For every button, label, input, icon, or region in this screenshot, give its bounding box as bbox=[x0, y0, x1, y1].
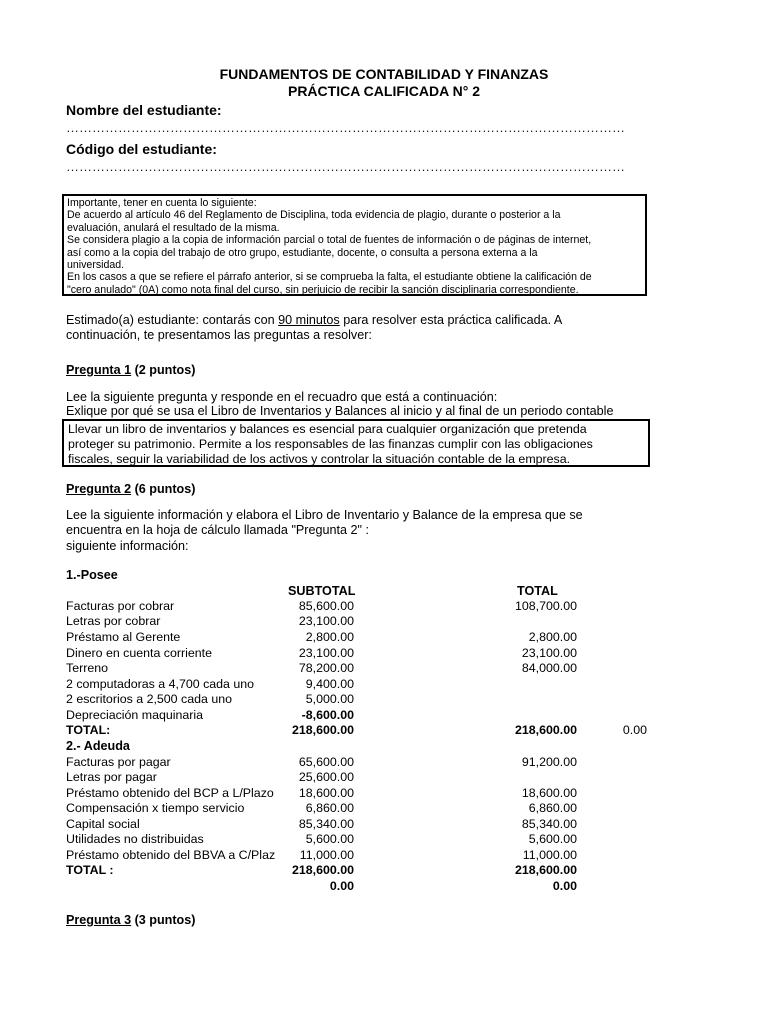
intro-text-end: para resolver esta práctica calificada. A bbox=[339, 313, 563, 327]
question-3-heading bbox=[66, 913, 195, 927]
row-item: Letras por cobrar bbox=[66, 614, 161, 628]
row-total: 2,800.00 bbox=[528, 630, 577, 644]
row-total: 91,200.00 bbox=[521, 755, 577, 769]
document-subtitle: PRÁCTICA CALIFICADA N° 2 bbox=[287, 83, 480, 99]
row-subtotal: 218,600.00 bbox=[291, 863, 354, 877]
col-total-header: TOTAL bbox=[517, 584, 558, 598]
notice-line: En los casos a que se refiere el párrafo anterior, si se comprueba la falta, el estudiante obtiene la calificación de bbox=[67, 271, 592, 284]
row-subtotal: 85,340.00 bbox=[298, 817, 354, 831]
row-total: 5,600.00 bbox=[528, 832, 577, 846]
table-row bbox=[0, 848, 768, 863]
row-subtotal: 9,400.00 bbox=[305, 677, 354, 691]
section-adeuda: 2.- Adeuda bbox=[66, 739, 130, 753]
question-1-heading bbox=[66, 363, 195, 377]
row-total: 0.00 bbox=[552, 879, 577, 893]
intro-line-2: continuación, te presentamos las preguntas a resolver: bbox=[66, 328, 372, 342]
row-item: Terreno bbox=[66, 661, 109, 675]
student-name-label: Nombre del estudiante: bbox=[66, 102, 222, 118]
question-1-points: (2 puntos) bbox=[131, 363, 196, 377]
question-2-instruction: Lee la siguiente información y elabora el Libro de Inventario y Balance de la empresa que se bbox=[66, 508, 583, 522]
row-subtotal: 218,600.00 bbox=[291, 723, 354, 737]
section-posee: 1.-Posee bbox=[66, 568, 118, 582]
row-extra: 0.00 bbox=[622, 723, 647, 737]
row-item: 2 escritorios a 2,500 cada uno bbox=[66, 692, 233, 706]
intro-time: 90 minutos bbox=[278, 313, 340, 327]
document-title: FUNDAMENTOS DE CONTABILIDAD Y FINANZAS bbox=[219, 66, 549, 82]
row-total: 218,600.00 bbox=[514, 863, 577, 877]
table-row bbox=[0, 614, 768, 629]
notice-line: universidad. bbox=[67, 259, 125, 272]
row-subtotal: 85,600.00 bbox=[298, 599, 354, 613]
question-1-label: Pregunta 1 bbox=[66, 363, 132, 377]
table-row bbox=[0, 661, 768, 676]
question-2-heading bbox=[66, 482, 195, 496]
row-item: Préstamo obtenido del BBVA a C/Plaz bbox=[66, 848, 276, 862]
question-3-points: (3 puntos) bbox=[131, 913, 196, 927]
row-total: 18,600.00 bbox=[521, 786, 577, 800]
table-row bbox=[0, 599, 768, 614]
posee-total-row bbox=[0, 723, 768, 738]
row-subtotal: 78,200.00 bbox=[298, 661, 354, 675]
difference-row bbox=[0, 879, 768, 894]
row-subtotal: 11,000.00 bbox=[299, 848, 354, 862]
row-total: 108,700.00 bbox=[514, 599, 577, 613]
row-item: Facturas por cobrar bbox=[66, 599, 175, 613]
table-row bbox=[0, 770, 768, 785]
row-total: 85,340.00 bbox=[521, 817, 577, 831]
row-total: 218,600.00 bbox=[514, 723, 577, 737]
row-item: Letras por pagar bbox=[66, 770, 157, 784]
plagiarism-notice bbox=[62, 194, 647, 296]
intro-paragraph bbox=[66, 313, 562, 328]
question-2-label: Pregunta 2 bbox=[66, 482, 132, 496]
col-subtotal-header: SUBTOTAL bbox=[288, 584, 356, 598]
notice-line: Importante, tener en cuenta lo siguiente: bbox=[67, 197, 257, 209]
row-item: TOTAL : bbox=[66, 863, 114, 877]
table-row bbox=[0, 677, 768, 692]
table-row bbox=[0, 832, 768, 847]
question-2-points: (6 puntos) bbox=[131, 482, 196, 496]
question-1-instruction: Lee la siguiente pregunta y responde en el recuadro que está a continuación: bbox=[66, 390, 498, 404]
table-row bbox=[0, 630, 768, 645]
row-item: Préstamo al Gerente bbox=[66, 630, 181, 644]
row-subtotal: 65,600.00 bbox=[298, 755, 354, 769]
row-item: Dinero en cuenta corriente bbox=[66, 646, 213, 660]
table-row bbox=[0, 708, 768, 723]
question-2-instruction-3: siguiente información: bbox=[66, 539, 189, 553]
table-row bbox=[0, 817, 768, 832]
row-total: 84,000.00 bbox=[521, 661, 577, 675]
intro-text: Estimado(a) estudiante: contarás con bbox=[66, 313, 279, 327]
table-row bbox=[0, 646, 768, 661]
row-subtotal: 2,800.00 bbox=[305, 630, 354, 644]
row-item: Depreciación maquinaria bbox=[66, 708, 204, 722]
row-item: Préstamo obtenido del BCP a L/Plazo bbox=[66, 786, 274, 800]
row-item: TOTAL: bbox=[66, 723, 111, 737]
answer-line: Llevar un libro de inventarios y balances es esencial para cualquier organización que pretenda bbox=[68, 422, 587, 436]
question-3-label: Pregunta 3 bbox=[66, 913, 132, 927]
notice-line: Se considera plagio a la copia de información parcial o total de fuentes de información o de páginas de internet, bbox=[67, 234, 592, 247]
row-item: Compensación x tiempo servicio bbox=[66, 801, 245, 815]
row-total: 23,100.00 bbox=[521, 646, 577, 660]
student-name-field[interactable]: ………………………………………………………………………………………………………………… bbox=[66, 120, 625, 135]
row-subtotal: 0.00 bbox=[329, 879, 354, 893]
row-subtotal: 18,600.00 bbox=[298, 786, 354, 800]
student-code-field[interactable]: ………………………………………………………………………………………………………………… bbox=[66, 159, 625, 174]
adeuda-total-row bbox=[0, 863, 768, 878]
row-subtotal: 5,000.00 bbox=[305, 692, 354, 706]
answer-line: proteger su patrimonio. Permite a los responsables de las finanzas cumplir con las obligaciones bbox=[68, 437, 593, 451]
table-row bbox=[0, 786, 768, 801]
row-subtotal: -8,600.00 bbox=[301, 708, 354, 722]
row-subtotal: 23,100.00 bbox=[298, 614, 354, 628]
student-code-label: Código del estudiante: bbox=[66, 141, 217, 157]
row-subtotal: 6,860.00 bbox=[305, 801, 354, 815]
question-2-instruction-2: encuentra en la hoja de cálculo llamada "Pregunta 2" : bbox=[66, 523, 369, 537]
row-item: Capital social bbox=[66, 817, 140, 831]
row-subtotal: 25,600.00 bbox=[298, 770, 354, 784]
row-subtotal: 5,600.00 bbox=[305, 832, 354, 846]
row-item: 2 computadoras a 4,700 cada uno bbox=[66, 677, 255, 691]
row-total: 11,000.00 bbox=[522, 848, 577, 862]
notice-line: evaluación, anulará el resultado de la misma. bbox=[67, 221, 280, 234]
notice-line: así como a la copia del trabajo de otro grupo, estudiante, docente, o consulta a persona externa a la bbox=[67, 246, 538, 259]
row-subtotal: 23,100.00 bbox=[298, 646, 354, 660]
answer-line: fiscales, seguir la variabilidad de los activos y controlar la situación contable de la empresa. bbox=[68, 452, 571, 466]
table-row bbox=[0, 755, 768, 770]
question-1-answer-box[interactable] bbox=[62, 419, 650, 467]
table-row bbox=[0, 801, 768, 816]
notice-line: De acuerdo al artículo 46 del Reglamento de Disciplina, toda evidencia de plagio, durante o posterior a la bbox=[67, 209, 561, 222]
question-1-prompt: Exlique por qué se usa el Libro de Inventarios y Balances al inicio y al final de un periodo contable bbox=[66, 404, 614, 418]
row-total: 6,860.00 bbox=[528, 801, 577, 815]
row-item: Utilidades no distribuidas bbox=[66, 832, 204, 846]
table-row bbox=[0, 692, 768, 707]
notice-line: "cero anulado" (0A) como nota final del curso, sin perjuicio de recibir la sanción disciplinaria correspondiente. bbox=[67, 283, 579, 296]
row-item: Facturas por pagar bbox=[66, 755, 171, 769]
